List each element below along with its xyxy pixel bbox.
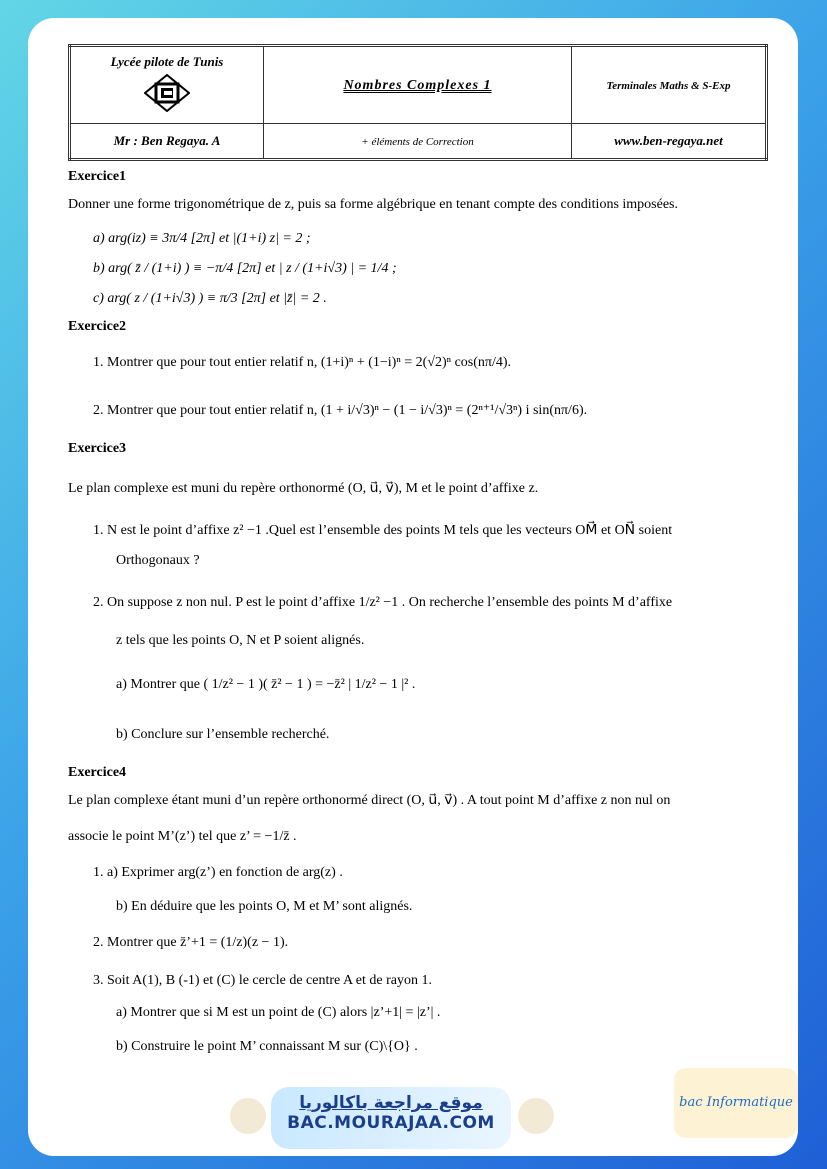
ex1-c: c) arg( z / (1+i√3) ) ≡ π/3 [2π] et |z̄| = 2 . — [93, 291, 327, 306]
document-page — [28, 18, 798, 1156]
ex2-q2: 2. Montrer que pour tout entier relatif n, (1 + i/√3)ⁿ − (1 − i/√3)ⁿ = (2ⁿ⁺¹/√3ⁿ) i sin(nπ/6). — [93, 403, 588, 418]
right-decor-icon — [518, 1098, 554, 1134]
bac-informatique-logo — [674, 1068, 798, 1138]
ex3-q1a: 1. N est le point d’affixe z² −1 .Quel est l’ensemble des points M tels que les vecteurs OM⃗ et ON⃗ soient — [93, 523, 673, 538]
ex3-q2b: z tels que les points O, N et P soient alignés. — [116, 633, 365, 648]
footer-badge[interactable] — [271, 1087, 511, 1149]
ex2-title: Exercice2 — [68, 319, 127, 334]
level-text: Terminales Maths & S-Exp — [606, 80, 731, 92]
ex3-q2c: a) Montrer que ( 1/z² − 1 )( z̄² − 1 ) = −z̄² | 1/z² − 1 |² . — [116, 677, 416, 692]
ex3-q2d: b) Conclure sur l’ensemble recherché. — [116, 727, 330, 742]
content — [68, 44, 768, 1067]
ex4-intro1: Le plan complexe étant muni d’un repère orthonormé direct (O, u⃗, v⃗) . A tout point M d’affixe z non nul on — [68, 793, 671, 808]
website-text: www.ben-regaya.net — [614, 133, 723, 148]
footer-arabic: موقع مراجعة باكالوريا — [299, 1093, 483, 1113]
ex4-q3: 3. Soit A(1), B (-1) et (C) le cercle de centre A et de rayon 1. — [93, 973, 432, 988]
title-cell — [264, 46, 572, 124]
ex1-intro: Donner une forme trigonométrique de z, puis sa forme algébrique en tenant compte des conditions imposées. — [68, 197, 678, 212]
ex3-intro: Le plan complexe est muni du repère orthonormé (O, u⃗, v⃗), M et le point d’affixe z. — [68, 481, 539, 496]
ex4-q1a: 1. a) Exprimer arg(z’) en fonction de arg(z) . — [93, 865, 343, 880]
left-decor-icon — [230, 1098, 266, 1134]
ex3-title: Exercice3 — [68, 441, 127, 456]
doc-title: Nombres Complexes 1 — [343, 77, 492, 93]
teacher-name: Mr : Ben Regaya. A — [113, 133, 221, 148]
ex4-q2: 2. Montrer que z̄’+1 = (1/z)(z − 1). — [93, 935, 289, 950]
website-cell — [572, 124, 767, 160]
ex4-q3b: b) Construire le point M’ connaissant M sur (C)\{O} . — [116, 1039, 418, 1054]
ex1-b: b) arg( z̄ / (1+i) ) ≡ −π/4 [2π] et | z / (1+i√3) | = 1/4 ; — [93, 261, 397, 276]
ex3-q1b: Orthogonaux ? — [116, 553, 200, 568]
level-cell — [572, 46, 767, 124]
ex4-q1b: b) En déduire que les points O, M et M’ sont alignés. — [116, 899, 413, 914]
school-cell — [70, 46, 264, 124]
ex4-title: Exercice4 — [68, 765, 127, 780]
ex2-q1: 1. Montrer que pour tout entier relatif n, (1+i)ⁿ + (1−i)ⁿ = 2(√2)ⁿ cos(nπ/4). — [93, 355, 512, 370]
school-name: Lycée pilote de Tunis — [110, 54, 224, 69]
footer-site[interactable]: BAC.MOURAJAA.COM — [287, 1113, 495, 1133]
ex1-a: a) arg(iz) ≡ 3π/4 [2π] et |(1+i) z| = 2 ; — [93, 231, 311, 246]
ex1-title: Exercice1 — [68, 169, 127, 184]
subtitle-text: + éléments de Correction — [361, 136, 474, 148]
school-logo-icon — [144, 74, 190, 112]
ex4-q3a: a) Montrer que si M est un point de (C) alors |z’+1| = |z’| . — [116, 1005, 441, 1020]
header-table — [68, 44, 768, 161]
subtitle-cell — [264, 124, 572, 160]
bac-informatique-text: bac Informatique — [679, 1095, 793, 1110]
teacher-cell — [70, 124, 264, 160]
ex3-q2a: 2. On suppose z non nul. P est le point d’affixe 1/z² −1 . On recherche l’ensemble des points M d’affixe — [93, 595, 673, 610]
ex4-intro2: associe le point M’(z’) tel que z’ = −1/z̄ . — [68, 829, 297, 844]
